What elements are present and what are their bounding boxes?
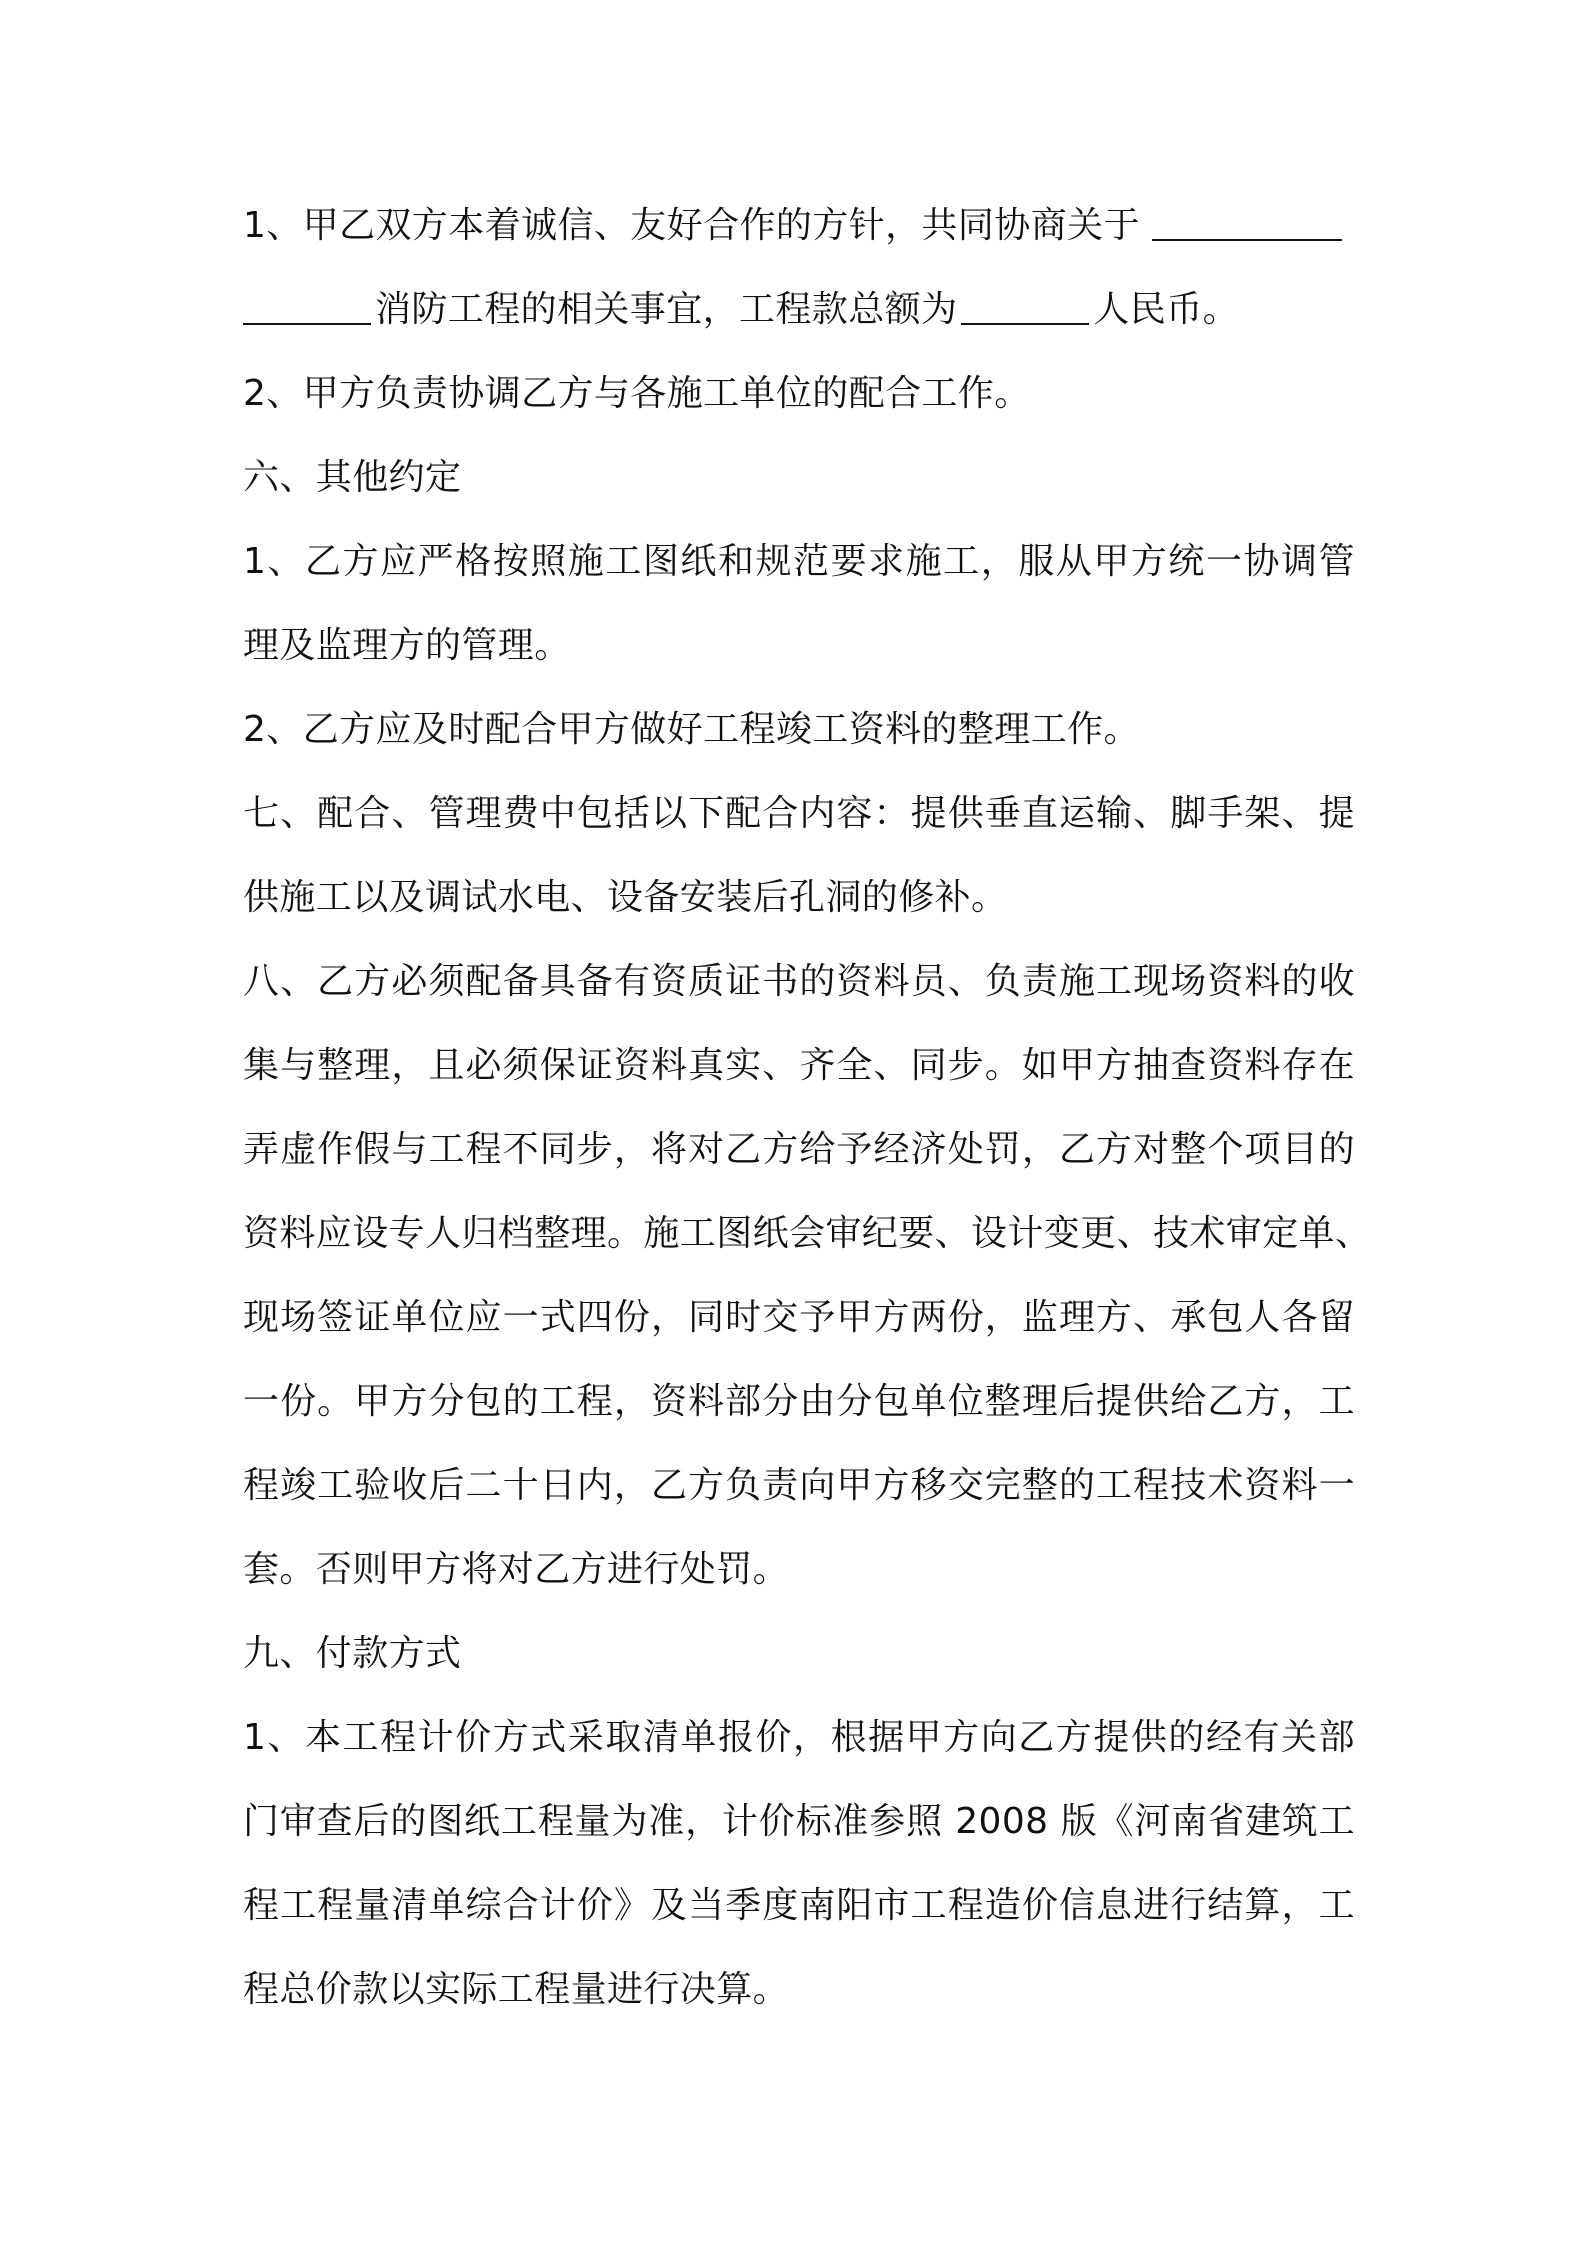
paragraph-line: 2、甲方负责协调乙方与各施工单位的配合工作。 (243, 373, 1031, 414)
paragraph-line: 1、本工程计价方式采取清单报价，根据甲方向乙方提供的经有关部 (243, 1717, 1355, 1758)
section-heading: 九、付款方式 (243, 1633, 462, 1674)
paragraph-text: 人民币。 (1093, 289, 1240, 330)
paragraph-line: 门审查后的图纸工程量为准，计价标准参照 2008 版《河南省建筑工 (243, 1801, 1355, 1842)
paragraph-line (243, 280, 1239, 340)
paragraph-line: 八、乙方必须配备具备有资质证书的资料员、负责施工现场资料的收 (243, 961, 1355, 1002)
blank-underline (243, 287, 371, 325)
paragraph-line: 弄虚作假与工程不同步，将对乙方给予经济处罚，乙方对整个项目的 (243, 1129, 1355, 1170)
paragraph-text: 1、甲乙双方本着诚信、友好合作的方针，共同协商关于 (243, 205, 1140, 246)
paragraph-line: 七、配合、管理费中包括以下配合内容：提供垂直运输、脚手架、提 (243, 793, 1355, 834)
paragraph-line: 套。否则甲方将对乙方进行处罚。 (243, 1549, 790, 1590)
paragraph-line: 2、乙方应及时配合甲方做好工程竣工资料的整理工作。 (243, 709, 1140, 750)
paragraph-line: 资料应设专人归档整理。施工图纸会审纪要、设计变更、技术审定单、 (243, 1213, 1372, 1254)
paragraph-line: 一份。甲方分包的工程，资料部分由分包单位整理后提供给乙方，工 (243, 1381, 1355, 1422)
paragraph-line: 程竣工验收后二十日内，乙方负责向甲方移交完整的工程技术资料一 (243, 1465, 1355, 1506)
paragraph-line: 现场签证单位应一式四份，同时交予甲方两份，监理方、承包人各留 (243, 1297, 1355, 1338)
blank-underline (1152, 203, 1342, 241)
paragraph-text: 消防工程的相关事宜，工程款总额为 (375, 289, 958, 330)
section-heading: 六、其他约定 (243, 457, 462, 498)
paragraph-line: 程总价款以实际工程量进行决算。 (243, 1969, 790, 2010)
paragraph-line: 集与整理，且必须保证资料真实、齐全、同步。如甲方抽查资料存在 (243, 1045, 1355, 1086)
paragraph-line: 程工程量清单综合计价》及当季度南阳市工程造价信息进行结算，工 (243, 1885, 1355, 1926)
blank-underline (961, 287, 1089, 325)
paragraph-line: 1、乙方应严格按照施工图纸和规范要求施工，服从甲方统一协调管 (243, 541, 1355, 582)
paragraph-line (243, 196, 1342, 256)
paragraph-line: 理及监理方的管理。 (243, 625, 571, 666)
paragraph-line: 供施工以及调试水电、设备安装后孔洞的修补。 (243, 877, 1008, 918)
